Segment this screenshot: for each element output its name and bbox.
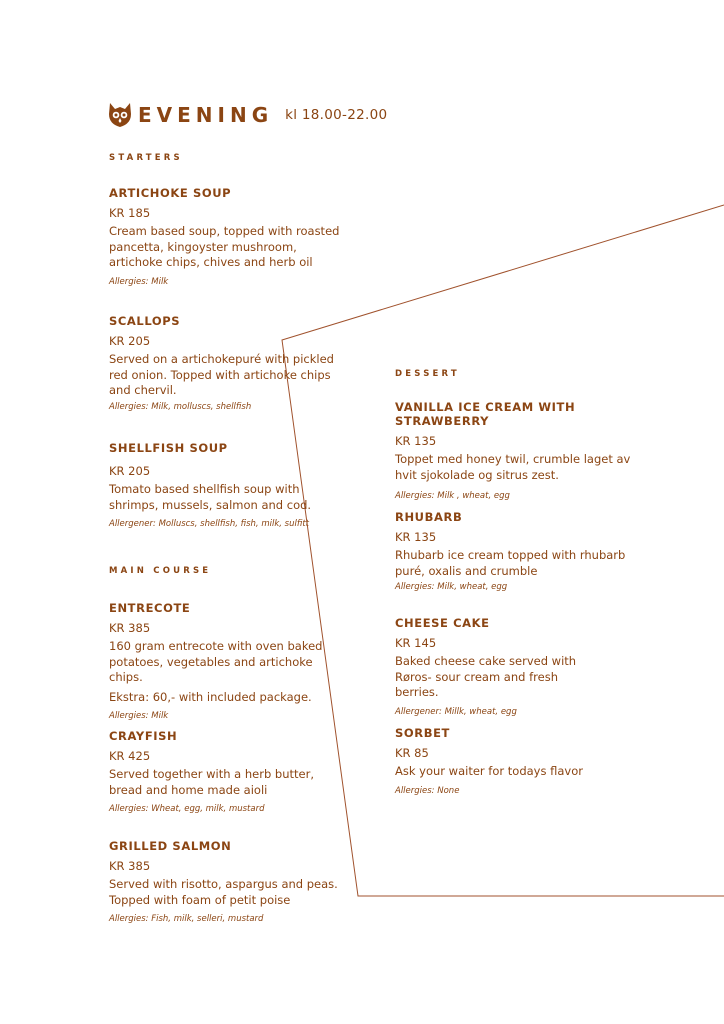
item-allergies: Allergies: Fish, milk, selleri, mustard	[109, 914, 264, 924]
item-allergies: Allergies: Milk, molluscs, shellfish	[109, 401, 252, 412]
item-allergies: Allergener: Millk, wheat, egg	[395, 706, 517, 717]
menu-item-grilled-salmon	[109, 839, 349, 924]
item-allergies: Allergies: Milk, wheat, egg	[395, 582, 508, 592]
main-course-heading: MAIN COURSE	[109, 566, 212, 576]
menu-header	[108, 102, 387, 128]
owl-icon	[108, 102, 132, 128]
menu-item-scallops	[109, 314, 349, 412]
menu-item-artichoke-soup	[109, 186, 349, 287]
item-price: KR 205	[109, 464, 151, 478]
item-price: KR 85	[395, 746, 429, 760]
item-price: KR 135	[395, 530, 437, 544]
menu-item-entrecote	[109, 601, 349, 721]
item-description: Rhubarb ice cream topped with rhubarb puré, oxalis and crumble	[395, 548, 626, 578]
menu-item-shellfish-soup	[109, 441, 349, 529]
item-allergies: Allergies: Milk	[109, 711, 169, 721]
item-name: VANILLA ICE CREAM WITH STRAWBERRY	[395, 400, 576, 428]
menu-item-rhubarb	[395, 510, 655, 592]
item-description: Ask your waiter for todays flavor	[395, 764, 583, 778]
item-description: Baked cheese cake served with Røros- sour cream and fresh berries.	[395, 654, 577, 699]
item-price: KR 205	[109, 334, 151, 348]
item-name: CHEESE CAKE	[395, 616, 490, 630]
item-name: SORBET	[395, 726, 450, 740]
item-name: ARTICHOKE SOUP	[109, 186, 232, 200]
item-description: Cream based soup, topped with roasted pancetta, kingoyster mushroom, artichoke chips, chives and herb oil	[109, 224, 340, 269]
item-description: Served on a artichokepuré with pickled red onion. Topped with artichoke chips and chervil.	[109, 352, 334, 397]
item-allergies: Allergies: None	[395, 785, 460, 796]
item-price: KR 385	[109, 621, 151, 635]
item-price: KR 385	[109, 859, 151, 873]
item-price: KR 425	[109, 749, 151, 763]
menu-item-vanilla-ice-cream	[395, 400, 655, 501]
item-name: SCALLOPS	[109, 314, 181, 328]
menu-item-sorbet	[395, 726, 655, 796]
item-price: KR 185	[109, 206, 151, 220]
item-name: ENTRECOTE	[109, 601, 191, 615]
opening-hours: kl 18.00-22.00	[285, 107, 388, 123]
item-name: GRILLED SALMON	[109, 839, 232, 853]
item-price: KR 145	[395, 636, 437, 650]
item-name: SHELLFISH SOUP	[109, 441, 228, 455]
page-title: EVENING	[138, 103, 274, 127]
item-description: Tomato based shellfish soup with shrimps, mussels, salmon and cod.	[109, 482, 312, 512]
item-price: KR 135	[395, 434, 437, 448]
menu-item-cheese-cake	[395, 616, 655, 717]
menu-item-crayfish	[109, 729, 349, 814]
item-description: Served together with a herb butter, bread and home made aioli	[109, 767, 314, 797]
item-description: Served with risotto, aspargus and peas. Topped with foam of petit poise	[109, 877, 338, 907]
item-allergies: Allergener: Molluscs, shellfish, fish, milk, sulfitt	[109, 519, 309, 529]
item-extra: Ekstra: 60,- with included package.	[109, 689, 312, 704]
item-description: Toppet med honey twil, crumble laget av hvit sjokolade og sitrus zest.	[395, 452, 631, 482]
item-allergies: Allergies: Milk , wheat, egg	[395, 491, 510, 501]
item-name: CRAYFISH	[109, 729, 178, 743]
item-description: 160 gram entrecote with oven baked potatoes, vegetables and artichoke chips.	[109, 639, 323, 684]
item-allergies: Allergies: Milk	[109, 276, 169, 287]
starters-heading: STARTERS	[109, 153, 183, 163]
dessert-heading: DESSERT	[395, 369, 460, 379]
item-allergies: Allergies: Wheat, egg, milk, mustard	[109, 804, 265, 814]
item-name: RHUBARB	[395, 510, 463, 524]
